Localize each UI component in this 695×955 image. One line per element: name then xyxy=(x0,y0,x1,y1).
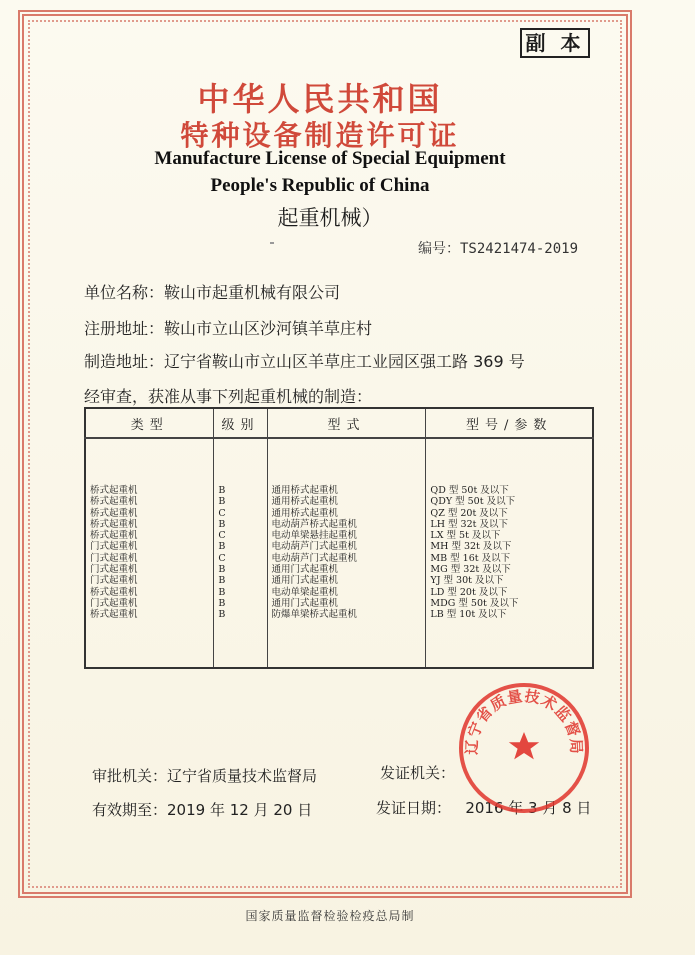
row-type-cell: 门式起重机 xyxy=(90,575,138,587)
registered-address-label: 注册地址： xyxy=(84,319,165,338)
header-model-params: 型号/参数 xyxy=(426,408,593,438)
row-model-cell: LB 型 10t 及以下 xyxy=(430,609,507,621)
row-form-cell: 电动单梁起重机 xyxy=(271,586,339,598)
valid-until-value: 2019 年 12 月 20 日 xyxy=(167,801,313,819)
row-level-cell: B xyxy=(218,564,226,576)
approval-authority xyxy=(92,765,317,786)
row-form-cell: 通用桥式起重机 xyxy=(271,485,339,496)
row-type-cell: 门式起重机 xyxy=(90,541,138,553)
row-model-cell: LH 型 32t 及以下 xyxy=(430,518,508,530)
copy-stamp: 副 本 xyxy=(520,28,590,58)
row-type-cell: 桥式起重机 xyxy=(90,507,138,519)
approval-authority-value: 辽宁省质量技术监督局 xyxy=(167,767,318,785)
table-header-row xyxy=(85,408,593,438)
row-form-cell: 电动单梁悬挂起重机 xyxy=(271,530,358,542)
title-english-line1: Manufacture License of Special Equipment xyxy=(154,148,506,169)
row-model-cell: LD 型 20t 及以下 xyxy=(430,586,508,598)
certificate-number: 编号：TS2421474-2019 xyxy=(418,241,579,257)
manufacturing-address-value: 辽宁省鞍山市立山区羊草庄工业园区强工路 369 号 xyxy=(164,352,525,371)
registered-address-value: 鞍山市立山区沙河镇羊草庄村 xyxy=(164,319,373,338)
row-type-cell: 门式起重机 xyxy=(90,552,138,564)
company-name-label: 单位名称： xyxy=(84,283,165,302)
row-form-cell: 通用桥式起重机 xyxy=(271,496,339,508)
issuing-authority-label: 发证机关： xyxy=(380,764,456,782)
row-model-cell: MG 型 32t 及以下 xyxy=(430,564,511,576)
model-column xyxy=(426,438,593,668)
row-level-cell: B xyxy=(218,609,226,621)
row-model-cell: MDG 型 50t 及以下 xyxy=(430,597,519,609)
manufacturing-address-label: 制造地址： xyxy=(84,352,165,371)
row-model-cell: YJ 型 30t 及以下 xyxy=(430,575,504,587)
valid-until-label: 有效期至： xyxy=(92,801,168,819)
issue-date-value: 2016 年 3 月 8 日 xyxy=(465,799,592,817)
header-form: 型式 xyxy=(267,408,426,438)
form-column xyxy=(267,438,426,668)
row-level-cell: C xyxy=(218,552,226,564)
row-level-cell: B xyxy=(218,485,226,496)
manufacturing-address-field xyxy=(84,349,525,372)
row-level-cell: B xyxy=(218,518,226,530)
row-type-cell: 桥式起重机 xyxy=(90,586,138,598)
row-model-cell: LX 型 5t 及以下 xyxy=(430,530,501,542)
row-type-cell: 桥式起重机 xyxy=(90,609,138,621)
valid-until xyxy=(92,799,312,820)
license-scope-table xyxy=(84,407,594,669)
header-type: 类型 xyxy=(85,408,214,438)
row-model-cell: QD 型 50t 及以下 xyxy=(430,485,509,496)
footer-issuer: 国家质量监督检验检疫总局制 xyxy=(245,909,415,923)
row-form-cell: 电动葫芦门式起重机 xyxy=(271,552,358,564)
row-type-cell: 桥式起重机 xyxy=(90,518,138,530)
equipment-category: 起重机械） xyxy=(277,206,383,230)
row-level-cell: B xyxy=(218,575,226,587)
level-column xyxy=(214,438,267,668)
row-type-cell: 桥式起重机 xyxy=(90,530,138,542)
header-level: 级别 xyxy=(214,408,267,438)
title-english-line2: People's Republic of China xyxy=(210,175,430,196)
row-type-cell: 门式起重机 xyxy=(90,597,138,609)
company-name-value: 鞍山市起重机械有限公司 xyxy=(164,283,341,302)
row-model-cell: MB 型 16t 及以下 xyxy=(430,552,511,564)
row-form-cell: 电动葫芦门式起重机 xyxy=(271,541,358,553)
type-column xyxy=(85,438,214,668)
row-type-cell: 桥式起重机 xyxy=(90,496,138,508)
approval-authority-label: 审批机关： xyxy=(92,767,168,785)
seal-text: 辽宁省质量技术监督局 xyxy=(462,686,586,755)
company-name-field xyxy=(84,280,340,303)
row-level-cell: B xyxy=(218,597,226,609)
row-form-cell: 通用桥式起重机 xyxy=(271,507,339,519)
title-chinese-line1: 中华人民共和国 xyxy=(197,80,443,118)
row-level-cell: C xyxy=(218,530,226,542)
row-type-cell: 桥式起重机 xyxy=(90,485,138,496)
registered-address-field xyxy=(84,316,372,339)
row-form-cell: 通用门式起重机 xyxy=(271,597,339,609)
approval-statement: 经审查，获准从事下列起重机械的制造： xyxy=(84,387,373,406)
row-level-cell: B xyxy=(218,541,226,553)
row-type-cell: 门式起重机 xyxy=(90,564,138,576)
row-form-cell: 防爆单梁桥式起重机 xyxy=(271,609,358,621)
print-mark xyxy=(270,242,274,244)
seal-star-icon xyxy=(509,732,539,759)
row-model-cell: QZ 型 20t 及以下 xyxy=(430,507,508,519)
title-chinese-line2: 特种设备制造许可证 xyxy=(180,119,460,152)
row-model-cell: MH 型 32t 及以下 xyxy=(430,541,512,553)
issue-date-label: 发证日期： xyxy=(376,799,452,817)
row-model-cell: QDY 型 50t 及以下 xyxy=(430,496,516,508)
official-seal xyxy=(456,680,592,816)
row-form-cell: 电动葫芦桥式起重机 xyxy=(271,518,358,530)
row-form-cell: 通用门式起重机 xyxy=(271,575,339,587)
row-level-cell: B xyxy=(218,586,226,598)
table-body-row xyxy=(85,438,593,668)
row-form-cell: 通用门式起重机 xyxy=(271,564,339,576)
row-level-cell: C xyxy=(218,507,226,519)
row-level-cell: B xyxy=(218,496,226,508)
